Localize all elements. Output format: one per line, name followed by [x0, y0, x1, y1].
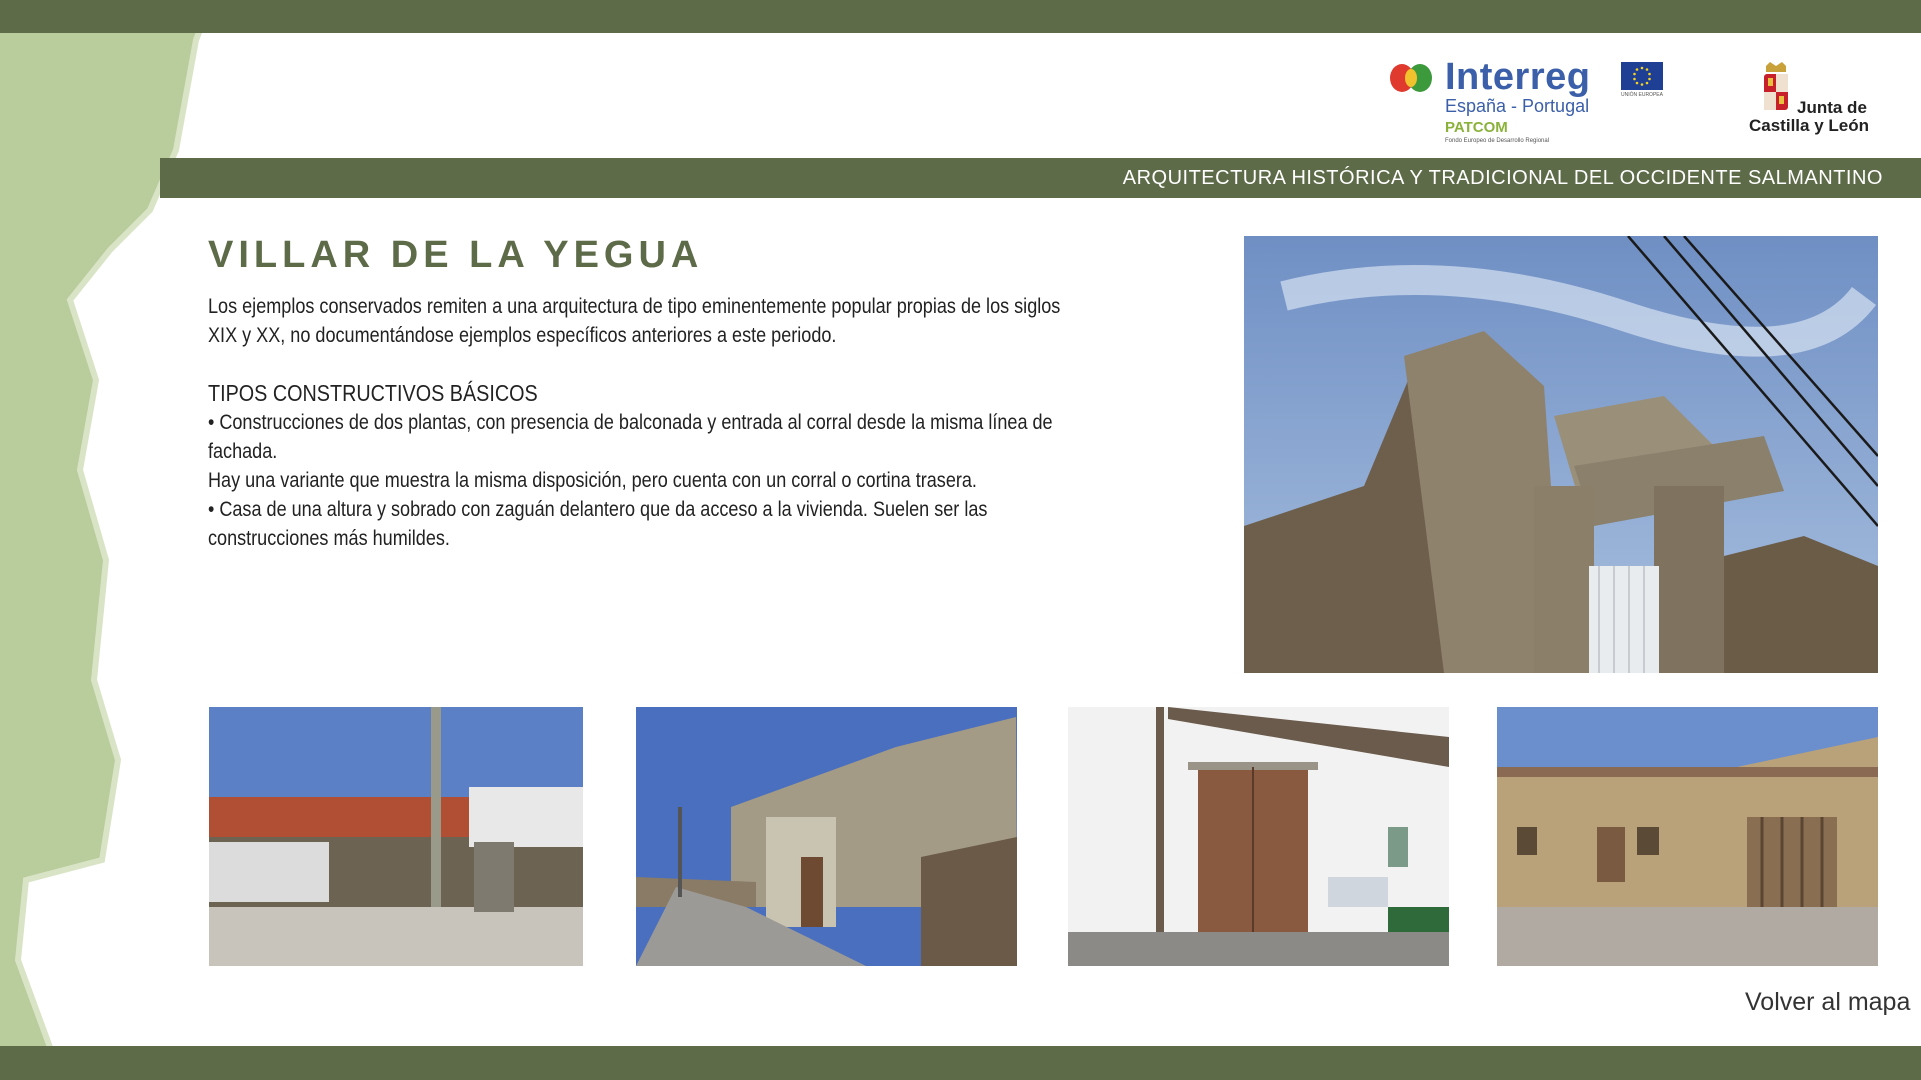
interreg-wordmark: Interreg: [1445, 56, 1591, 98]
junta-label-line1: Junta de: [1797, 98, 1867, 117]
eu-label: UNIÓN EUROPEA: [1621, 92, 1663, 98]
top-bar: [0, 0, 1921, 33]
interreg-logo-icon: [1389, 62, 1433, 94]
bottom-bar: [0, 1046, 1921, 1080]
stone-gateway-photo: [1244, 236, 1878, 673]
bullet-item-2: • Casa de una altura y sobrado con zaguán delantero que da acceso a la vivienda. Suelen ser las construcciones más humildes.: [208, 498, 988, 550]
section-title-strip: [160, 158, 1921, 198]
eu-flag-icon: [1621, 62, 1663, 90]
section-title-text: ARQUITECTURA HISTÓRICA Y TRADICIONAL DEL OCCIDENTE SALMANTINO: [1122, 166, 1883, 189]
bullet-item-1: • Construcciones de dos plantas, con presencia de balconada y entrada al corral desde la misma línea de fachada.: [208, 411, 1053, 463]
back-to-map-link[interactable]: Volver al mapa: [1745, 988, 1911, 1016]
intro-paragraph: Los ejemplos conservados remiten a una arquitectura de tipo eminentemente popular propias de los siglos XIX y XX, no documentándose ejemplos específicos anteriores a este periodo.: [208, 295, 1061, 347]
page-title: VILLAR DE LA YEGUA: [208, 234, 704, 276]
wooden-door-house-photo: [1068, 707, 1449, 966]
bullet-item-1-note: Hay una variante que muestra la misma disposición, pero cuenta con un corral o cortina trasera.: [208, 469, 977, 492]
junta-crest-icon: [1760, 62, 1792, 114]
stone-houses-street-photo: [209, 707, 583, 966]
two-storey-house-photo: [636, 707, 1017, 966]
interreg-subtitle: España - Portugal: [1445, 96, 1590, 116]
section-heading: TIPOS CONSTRUCTIVOS BÁSICOS: [208, 380, 538, 406]
logo-area: [1385, 56, 1885, 152]
junta-label-line2: Castilla y León: [1749, 116, 1869, 135]
patcom-label: PATCOM: [1445, 119, 1508, 136]
stone-facade-corral-photo: [1497, 707, 1878, 966]
description-block: [208, 292, 1061, 553]
feder-label: Fondo Europeo de Desarrollo Regional: [1445, 138, 1550, 144]
